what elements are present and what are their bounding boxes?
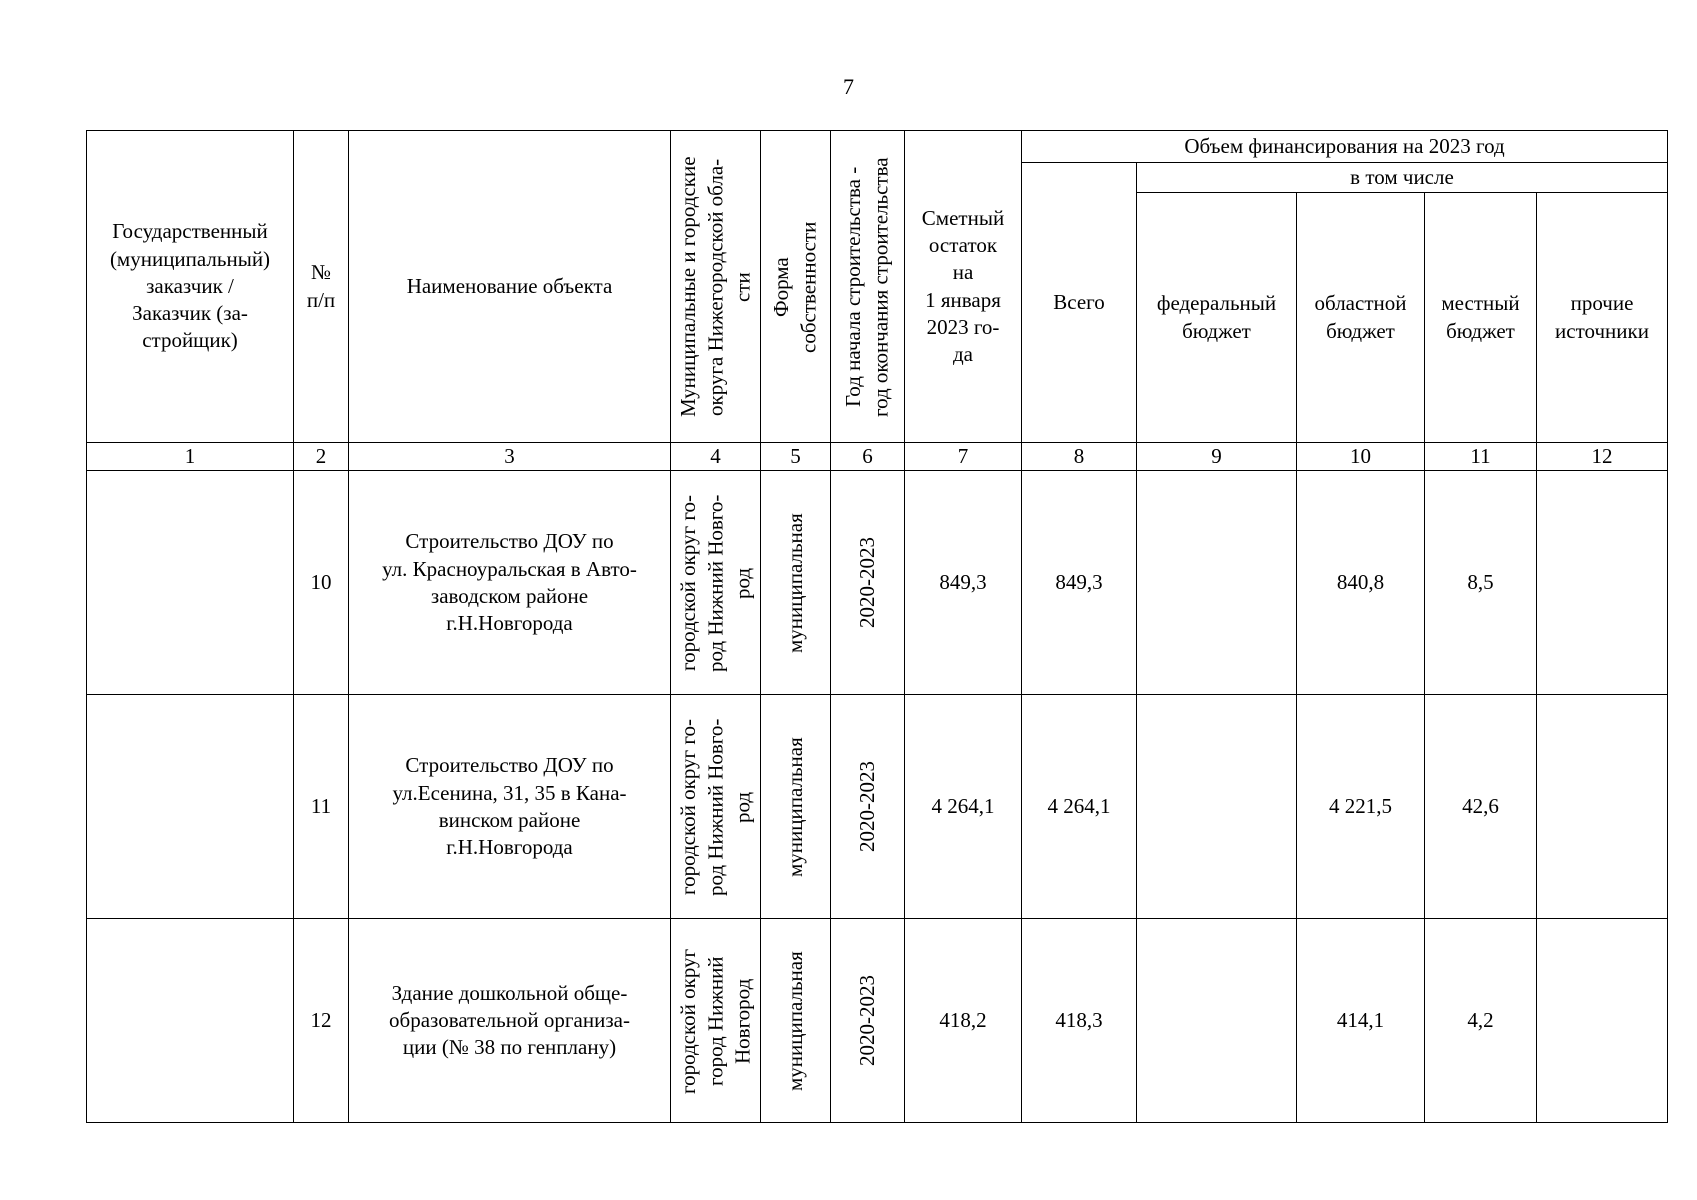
cell-other bbox=[1537, 695, 1668, 919]
cell-total: 418,3 bbox=[1022, 919, 1137, 1123]
cell-municipality-text: городской округ го- род Нижний Новго- род bbox=[675, 494, 755, 672]
cell-municipality bbox=[671, 695, 761, 919]
cell-years bbox=[831, 695, 905, 919]
cell-municipality bbox=[671, 919, 761, 1123]
column-number: 11 bbox=[1425, 443, 1537, 471]
cell-local: 4,2 bbox=[1425, 919, 1537, 1123]
cell-estimate: 849,3 bbox=[905, 471, 1022, 695]
header-years bbox=[831, 131, 905, 443]
header-funding: Объем финансирования на 2023 год bbox=[1022, 131, 1668, 163]
cell-estimate: 4 264,1 bbox=[905, 695, 1022, 919]
header-name: Наименование объекта bbox=[349, 131, 671, 443]
cell-customer bbox=[87, 471, 294, 695]
column-number: 3 bbox=[349, 443, 671, 471]
cell-other bbox=[1537, 919, 1668, 1123]
cell-years bbox=[831, 919, 905, 1123]
header-municipality bbox=[671, 131, 761, 443]
column-number: 8 bbox=[1022, 443, 1137, 471]
column-numbers-row bbox=[87, 443, 1668, 471]
cell-num: 11 bbox=[294, 695, 349, 919]
cell-years-text: 2020-2023 bbox=[854, 975, 879, 1067]
page-number: 7 bbox=[843, 74, 854, 99]
column-number: 7 bbox=[905, 443, 1022, 471]
financing-table bbox=[86, 130, 1668, 1123]
header-local: местный бюджет bbox=[1425, 193, 1537, 443]
cell-municipality bbox=[671, 471, 761, 695]
column-number: 5 bbox=[761, 443, 831, 471]
header-other: прочие источники bbox=[1537, 193, 1668, 443]
table-row bbox=[87, 695, 1668, 919]
cell-municipality-text: городской округ го- род Нижний Новго- род bbox=[675, 718, 755, 896]
header-ownership bbox=[761, 131, 831, 443]
cell-total: 4 264,1 bbox=[1022, 695, 1137, 919]
cell-regional: 414,1 bbox=[1297, 919, 1425, 1123]
header-num: № п/п bbox=[294, 131, 349, 443]
cell-regional: 840,8 bbox=[1297, 471, 1425, 695]
cell-municipality-text: городской округ город Нижний Новгород bbox=[675, 948, 755, 1094]
cell-customer bbox=[87, 695, 294, 919]
header-customer: Государственный (муниципальный) заказчик / Заказчик (за- стройщик) bbox=[87, 131, 294, 443]
cell-estimate: 418,2 bbox=[905, 919, 1022, 1123]
header-years-text: Год начала строительства - год окончания строительства bbox=[841, 156, 893, 417]
cell-ownership bbox=[761, 919, 831, 1123]
header-total: Всего bbox=[1022, 163, 1137, 443]
cell-other bbox=[1537, 471, 1668, 695]
cell-ownership bbox=[761, 695, 831, 919]
column-number: 12 bbox=[1537, 443, 1668, 471]
cell-num: 10 bbox=[294, 471, 349, 695]
header-regional: областной бюджет bbox=[1297, 193, 1425, 443]
cell-name: Строительство ДОУ по ул. Красноуральская в Авто- заводском районе г.Н.Новгорода bbox=[349, 471, 671, 695]
header-municipality-text: Муниципальные и городские округа Нижегородской обла- сти bbox=[675, 156, 755, 417]
cell-federal bbox=[1137, 919, 1297, 1123]
column-number: 9 bbox=[1137, 443, 1297, 471]
cell-federal bbox=[1137, 471, 1297, 695]
column-number: 10 bbox=[1297, 443, 1425, 471]
table-row bbox=[87, 919, 1668, 1123]
cell-federal bbox=[1137, 695, 1297, 919]
cell-years-text: 2020-2023 bbox=[854, 761, 879, 853]
header-including: в том числе bbox=[1137, 163, 1668, 193]
header-ownership-text: Форма собственности bbox=[769, 220, 821, 353]
cell-years-text: 2020-2023 bbox=[854, 537, 879, 629]
column-number: 1 bbox=[87, 443, 294, 471]
cell-total: 849,3 bbox=[1022, 471, 1137, 695]
header-federal: федеральный бюджет bbox=[1137, 193, 1297, 443]
cell-local: 8,5 bbox=[1425, 471, 1537, 695]
column-number: 6 bbox=[831, 443, 905, 471]
cell-years bbox=[831, 471, 905, 695]
cell-num: 12 bbox=[294, 919, 349, 1123]
column-number: 2 bbox=[294, 443, 349, 471]
cell-local: 42,6 bbox=[1425, 695, 1537, 919]
cell-regional: 4 221,5 bbox=[1297, 695, 1425, 919]
cell-ownership-text: муниципальная bbox=[782, 950, 807, 1091]
table-row bbox=[87, 471, 1668, 695]
header-estimate: Сметный остаток на 1 января 2023 го- да bbox=[905, 131, 1022, 443]
header-row-1 bbox=[87, 131, 1668, 163]
cell-name: Строительство ДОУ по ул.Есенина, 31, 35 в Кана- винском районе г.Н.Новгорода bbox=[349, 695, 671, 919]
cell-customer bbox=[87, 919, 294, 1123]
cell-ownership-text: муниципальная bbox=[782, 736, 807, 877]
cell-name: Здание дошкольной обще- образовательной организа- ции (№ 38 по генплану) bbox=[349, 919, 671, 1123]
cell-ownership bbox=[761, 471, 831, 695]
cell-ownership-text: муниципальная bbox=[782, 512, 807, 653]
column-number: 4 bbox=[671, 443, 761, 471]
